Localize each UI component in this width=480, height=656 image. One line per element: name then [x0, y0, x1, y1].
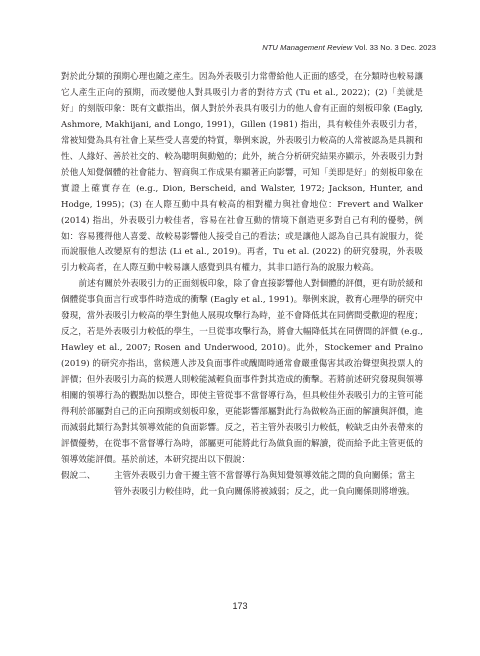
paragraph-1: 對於此分類的預期心理也隨之產生。因為外表吸引力常帶給他人正面的感受，在分類時也較易讓它人產生正向的預期，而改變他人對具吸引力者的對待方式 (Tu et al., 2022)；(2)「美就是好」的刻版印象：既有文獻指出，個人對於外表具有吸引力的他人會有正面的刻板印象 (Eagly, Ashmore, Makhijani, and Longo, 1991)，Gillen (1981) 指出，具有較佳外表吸引力者，常被知覺為具有社會上某些受人喜愛的特質，舉例來說，外表吸引力較高的人常被認為是具親和性、人緣好、善於社交的、較為聰明與動勉的；此外，統合分析研究結果亦顯示，外表吸引力對於他人知覺個體的社會能力、智商與工作成果有顯著正向影響，可知「美即是好」的刻板印象在實證上確實存在 (e.g., Dion, Berscheid, and Walster, 1972; Jackson, Hunter, and Hodge, 1995)；(3) 在人際互動中具有較高的相對權力與社會地位：Frevert and Walker (2014) 指出，外表吸引力較佳者，容易在社會互動的情境下創造更多對自己有利的優勢，例如：容易獲得他人喜愛、故較易影響他人接受自己的看法；或是讓他人認為自己具有說服力，從而說服他人改變原有的想法 (Li et al., 2019)。再者，Tu et al. (2022) 的研究發現，外表吸引力較高者，在人際互動中較易讓人感覺到具有權力，其非口語行為的說服力較高。 [61, 72, 423, 274]
page-number: 173 [232, 601, 248, 611]
paragraph-2: 前述有關於外表吸引力的正面刻板印象，除了會直接影響他人對個體的評價，更有助於緩和個體從事負面言行或事件時造成的衝擊 (Eagly et al., 1991)。舉例來說，教育心理學的研究中發現，當外表吸引力較高的學生對他人展現攻擊行為時，並不會降低其在同儕間受歡迎的程度；反之，若是外表吸引力較低的學生，一旦從事攻擊行為，將會大幅降低其在同儕間的評價 (e.g., Hawley et al., 2007; Rosen and Underwood, 2010)。此外，Stockemer and Praino (2019) 的研究亦指出，當候選人涉及負面事件或醜聞時通常會嚴重傷害其政治聲望與投票人的評價；但外表吸引力高的候選人則較能減輕負面事件對其造成的衝擊。若將前述研究發現與領導相關的領導行為的觀點加以整合，即使主管從事不當督導行為，但具較佳外表吸引力的主管可能得利於部屬對自己的正向預期或刻板印象，更能影響部屬對此行為做較為正面的解讀與評價，進而減弱此類行為對其領導效能的負面影響。反之，若主管外表吸引力較低，較缺乏由外表帶來的評價優勢，在從事不當督導行為時，部屬更可能將此行為做負面的解讀，從而給予此主管更低的領導效能評價。基於前述，本研究提出以下假說： [61, 279, 423, 465]
hypothesis-text: 主管外表吸引力會干擾主管不當督導行為與知覺領導效能之間的負向關係；當主管外表吸引力較佳時，此一負向關係將被減弱；反之，此一負向關係則將增強。 [114, 470, 415, 497]
running-header [262, 43, 436, 52]
journal-name: NTU Management Review [262, 43, 353, 52]
body-text [61, 70, 423, 501]
hypothesis-label: 假說二、 [61, 470, 96, 481]
hypothesis [61, 469, 423, 501]
issue-info: Vol. 33 No. 3 Dec. 2023 [352, 43, 436, 52]
